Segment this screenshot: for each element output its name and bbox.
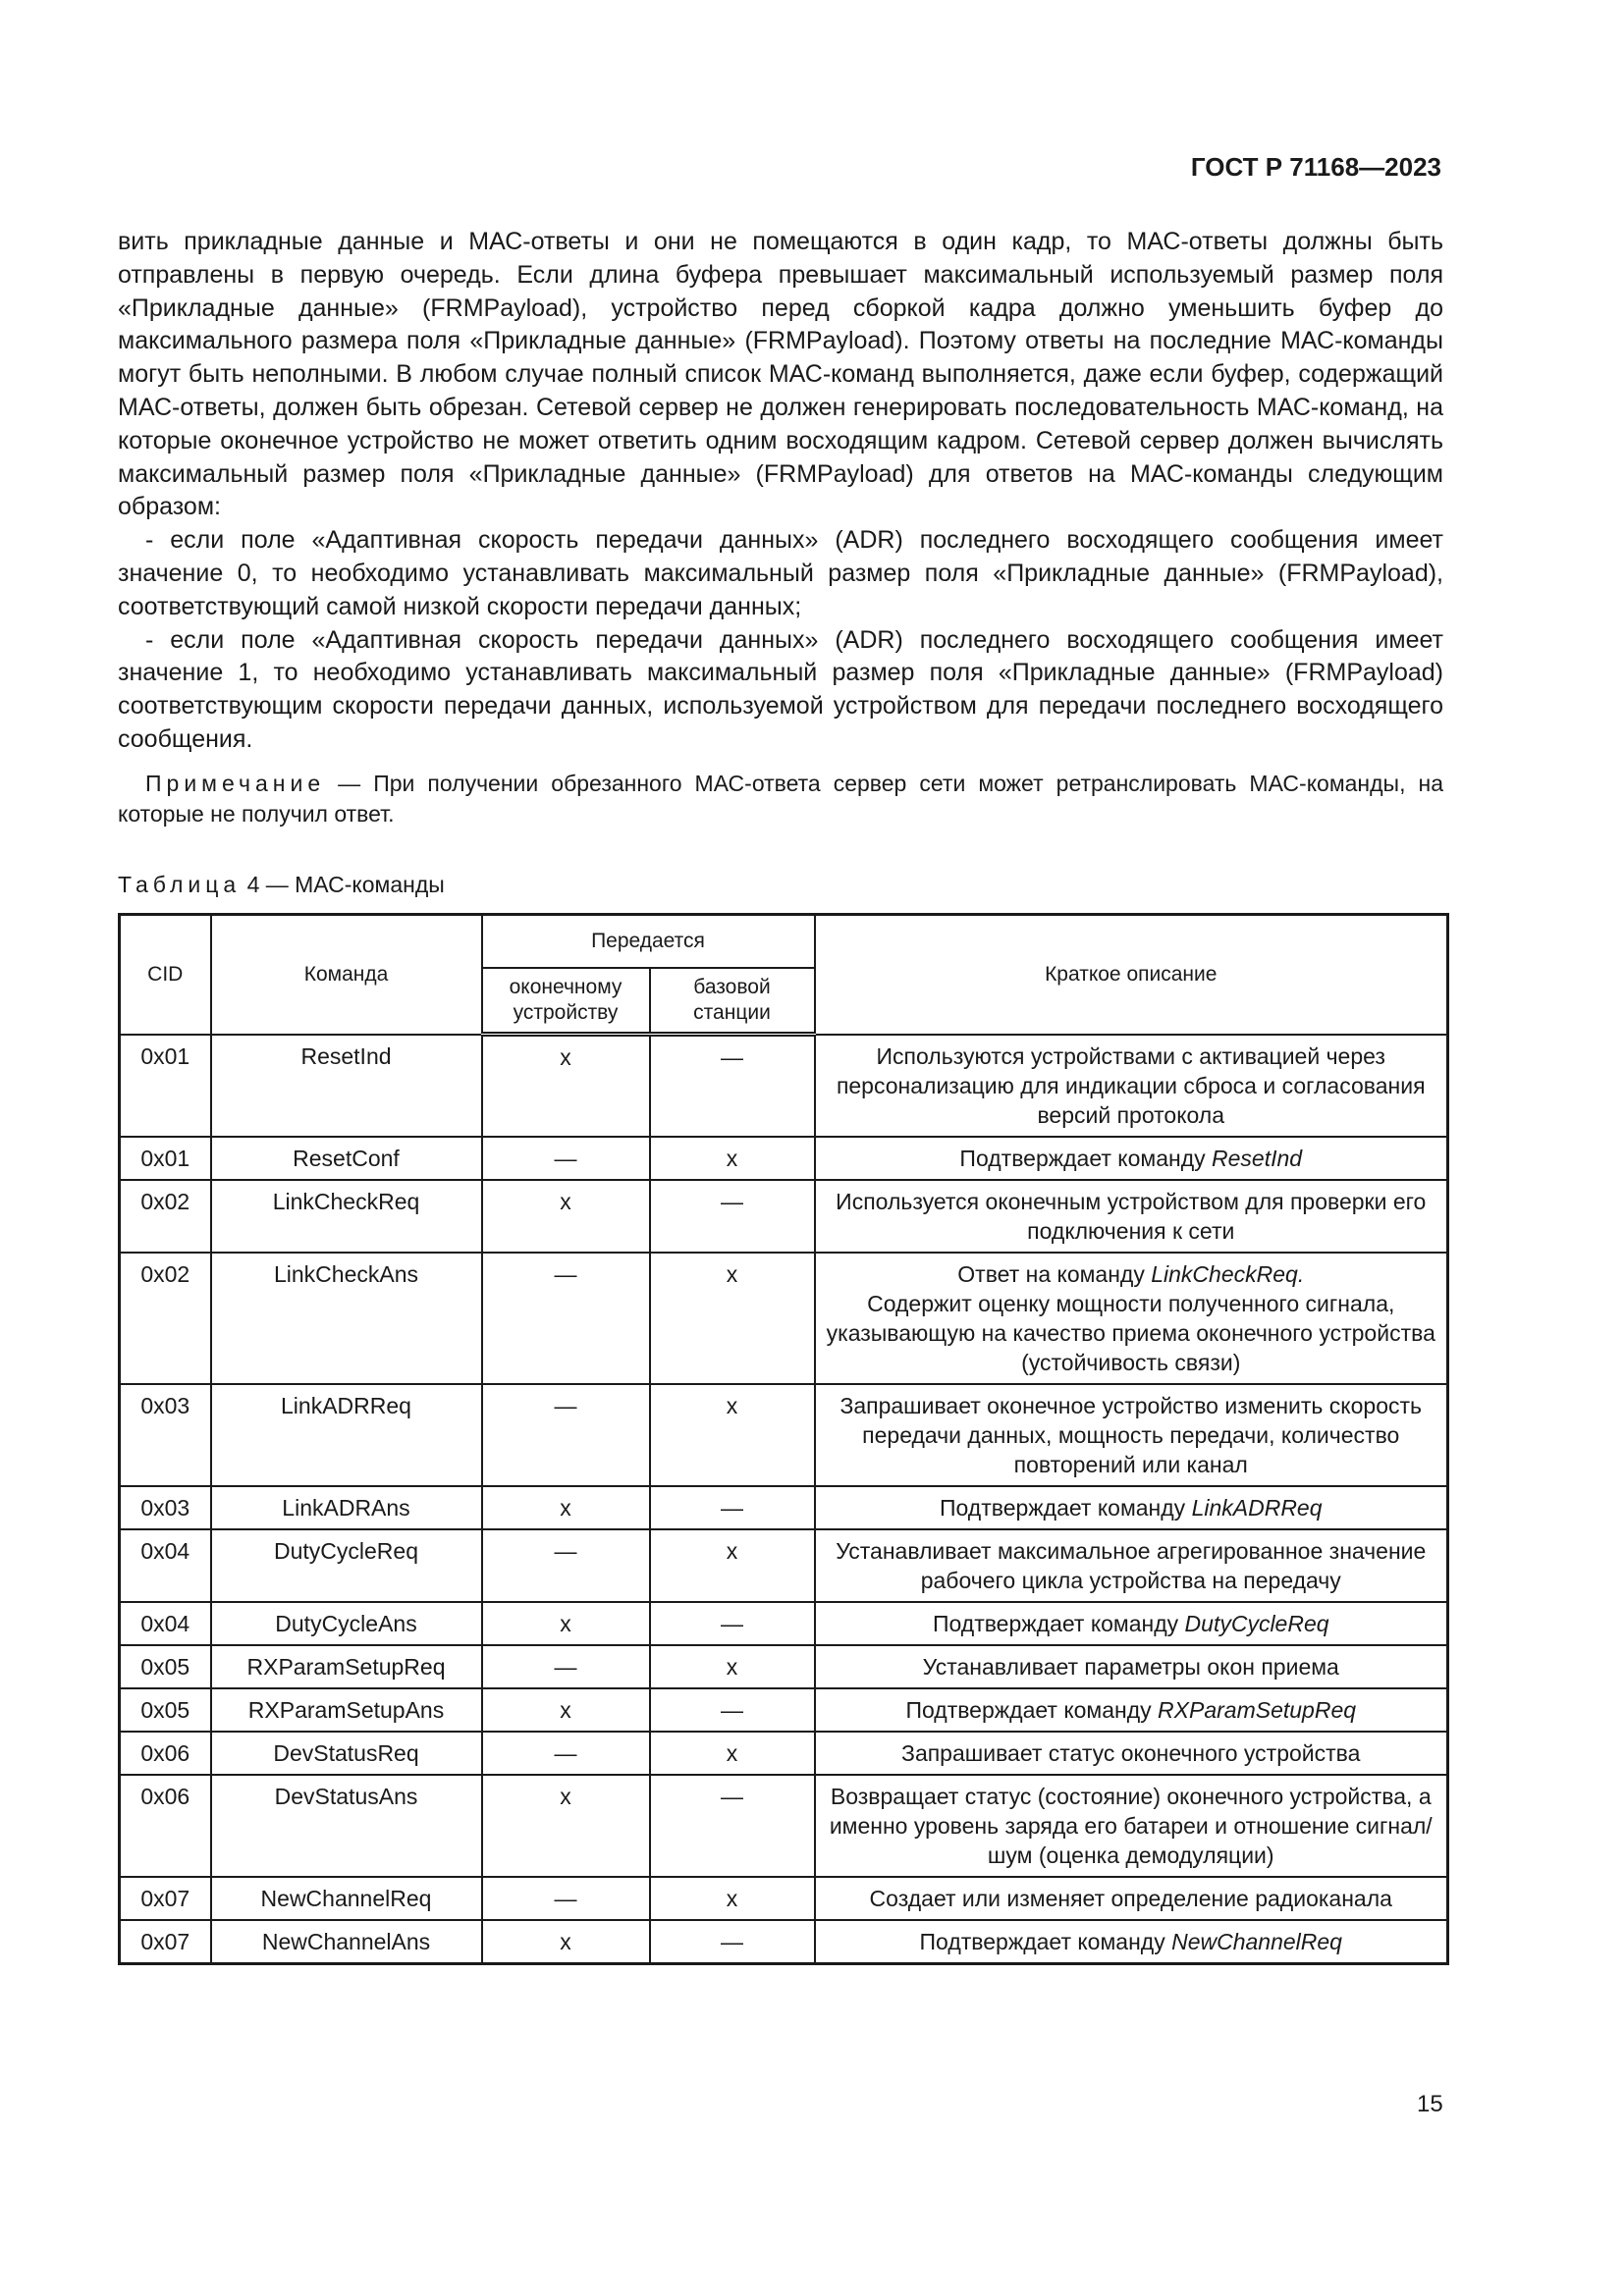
description-text: Подтверждает команду <box>905 1696 1159 1723</box>
cell-base: — <box>650 1486 815 1529</box>
description-text: Подтверждает команду <box>919 1928 1172 1954</box>
cell-base: x <box>650 1253 815 1384</box>
cell-base: — <box>650 1688 815 1732</box>
cell-cmd: RXParamSetupReq <box>211 1645 482 1688</box>
cell-cid: 0x03 <box>120 1384 211 1486</box>
cell-cmd: LinkADRReq <box>211 1384 482 1486</box>
command-reference: NewChannelReq <box>1171 1928 1342 1954</box>
cell-end: — <box>482 1253 650 1384</box>
cell-base: x <box>650 1384 815 1486</box>
cell-cid: 0x04 <box>120 1529 211 1602</box>
cell-end: x <box>482 1920 650 1964</box>
cell-description <box>815 1529 1448 1602</box>
table-row <box>120 1137 1448 1180</box>
table-row <box>120 1877 1448 1920</box>
cell-base: x <box>650 1645 815 1688</box>
cell-end: — <box>482 1529 650 1602</box>
table-row <box>120 1645 1448 1688</box>
cell-cid: 0x02 <box>120 1180 211 1253</box>
table-row <box>120 1732 1448 1775</box>
table-row <box>120 1180 1448 1253</box>
command-reference: RXParamSetupReq <box>1158 1696 1357 1723</box>
cell-end: — <box>482 1645 650 1688</box>
cell-description <box>815 1253 1448 1384</box>
header-to-base-station: базовой станции <box>650 968 815 1035</box>
note <box>118 769 1443 829</box>
description-text: Используются устройствами с активацией через персонализацию для индикации сброса и согласования версий протокола <box>836 1042 1426 1128</box>
table-caption <box>118 872 445 898</box>
table-row <box>120 1384 1448 1486</box>
cell-cid: 0x05 <box>120 1688 211 1732</box>
description-text: Содержит оценку мощности полученного сигнала, указывающую на качество приема оконечного устройства (устойчивость связи) <box>826 1290 1435 1375</box>
cell-description <box>815 1602 1448 1645</box>
cell-end: — <box>482 1732 650 1775</box>
header-command: Команда <box>211 915 482 1035</box>
paragraph: вить прикладные данные и МАС-ответы и они не помещаются в один кадр, то МАС-ответы должны быть отправлены в первую очередь. Если длина буфера превышает максимальный используемый размер поля «Прикладные данные» (FRMPayload), устройство перед сборкой кадра должно уменьшить буфер до максимального размера поля «Прикладные данные» (FRMPayload). Поэтому ответы на последние МАС-команды могут быть неполными. В любом случае полный список МАС-команд выполняется, даже если буфер, содержащий МАС-ответы, должен быть обрезан. Сетевой сервер не должен генерировать последовательность МАС-команд, на которые оконечное устройство не может ответить одним восходящим кадром. Сетевой сервер должен вычислять максимальный размер поля «Прикладные данные» (FRMPayload) для ответов на МАС-команды следующим образом: <box>118 228 1443 521</box>
description-text: Подтверждает команду <box>932 1610 1185 1636</box>
paragraph: - если поле «Адаптивная скорость передачи данных» (ADR) последнего восходящего сообщения имеет значение 1, то необходимо устанавливать максимальный размер поля «Прикладные данные» (FRMPayload) соответствующим скорости передачи данных, используемой устройством для передачи последнего восходящего сообщения. <box>118 625 1443 753</box>
cell-base: x <box>650 1137 815 1180</box>
cell-base: — <box>650 1602 815 1645</box>
cell-end: x <box>482 1486 650 1529</box>
header-cid: CID <box>120 915 211 1035</box>
cell-end: x <box>482 1180 650 1253</box>
cell-cmd: NewChannelReq <box>211 1877 482 1920</box>
cell-cmd: DevStatusReq <box>211 1732 482 1775</box>
cell-description <box>815 1486 1448 1529</box>
document-header: ГОСТ Р 71168—2023 <box>1190 152 1441 182</box>
description-text: Устанавливает параметры окон приема <box>922 1653 1339 1680</box>
page-number: 15 <box>1417 2091 1443 2117</box>
caption-text: 4 — МАС-команды <box>241 872 445 897</box>
cell-base: — <box>650 1775 815 1877</box>
command-reference: ResetInd <box>1212 1145 1303 1171</box>
body-text <box>118 226 1443 829</box>
cell-cid: 0x04 <box>120 1602 211 1645</box>
description-text: Возвращает статус (состояние) оконечного устройства, а именно уровень заряда его батареи и отношение сигнал/шум (оценка демодуляции) <box>829 1783 1433 1868</box>
table-row <box>120 1486 1448 1529</box>
cell-base: x <box>650 1529 815 1602</box>
cell-base: x <box>650 1877 815 1920</box>
cell-cid: 0x06 <box>120 1775 211 1877</box>
cell-end: — <box>482 1877 650 1920</box>
cell-description <box>815 1775 1448 1877</box>
cell-end: x <box>482 1775 650 1877</box>
description-text: Устанавливает максимальное агрегированное значение рабочего цикла устройства на передачу <box>836 1537 1427 1593</box>
description-text: Запрашивает статус оконечного устройства <box>901 1739 1361 1766</box>
note-text: — При получении обрезанного МАС-ответа сервер сети может ретранслировать МАС-команды, на которые не получил ответ. <box>118 770 1443 827</box>
cell-base: x <box>650 1732 815 1775</box>
cell-cmd: DutyCycleReq <box>211 1529 482 1602</box>
cell-description <box>815 1645 1448 1688</box>
cell-cmd: LinkCheckAns <box>211 1253 482 1384</box>
cell-cmd: DevStatusAns <box>211 1775 482 1877</box>
cell-cmd: LinkADRAns <box>211 1486 482 1529</box>
cell-cid: 0x07 <box>120 1877 211 1920</box>
table-row <box>120 1920 1448 1964</box>
cell-cmd: ResetConf <box>211 1137 482 1180</box>
cell-end: — <box>482 1384 650 1486</box>
caption-label: Таблица <box>118 872 242 897</box>
cell-cmd: DutyCycleAns <box>211 1602 482 1645</box>
cell-cmd: ResetInd <box>211 1035 482 1137</box>
table-row <box>120 1775 1448 1877</box>
note-label: Примечание <box>145 770 326 796</box>
description-text: Запрашивает оконечное устройство изменить скорость передачи данных, мощность передачи, количество повторений или канал <box>839 1392 1423 1477</box>
table-row <box>120 1688 1448 1732</box>
cell-cid: 0x02 <box>120 1253 211 1384</box>
cell-base: — <box>650 1180 815 1253</box>
cell-description <box>815 1688 1448 1732</box>
cell-description <box>815 1384 1448 1486</box>
cell-end: x <box>482 1035 650 1137</box>
header-to-end-device: оконечному устройству <box>482 968 650 1035</box>
cell-base: — <box>650 1920 815 1964</box>
cell-description <box>815 1732 1448 1775</box>
description-text: Подтверждает команду <box>939 1494 1192 1521</box>
cell-end: — <box>482 1137 650 1180</box>
cell-cid: 0x05 <box>120 1645 211 1688</box>
command-reference: LinkCheckReq. <box>1151 1260 1305 1287</box>
cell-end: x <box>482 1688 650 1732</box>
mac-commands-table <box>118 913 1449 1965</box>
table-row <box>120 1035 1448 1137</box>
cell-cmd: NewChannelAns <box>211 1920 482 1964</box>
table-row <box>120 1253 1448 1384</box>
description-text: Подтверждает команду <box>959 1145 1213 1171</box>
command-reference: DutyCycleReq <box>1184 1610 1329 1636</box>
cell-cid: 0x07 <box>120 1920 211 1964</box>
header-transmitted: Передается <box>482 915 815 969</box>
cell-cid: 0x06 <box>120 1732 211 1775</box>
description-text: Создает или изменяет определение радиоканала <box>869 1885 1392 1911</box>
description-text: Ответ на команду <box>957 1260 1152 1287</box>
cell-description <box>815 1877 1448 1920</box>
description-text: Используется оконечным устройством для проверки его подключения к сети <box>836 1188 1427 1244</box>
cell-cid: 0x01 <box>120 1035 211 1137</box>
command-reference: LinkADRReq <box>1191 1494 1323 1521</box>
header-description: Краткое описание <box>815 915 1448 1035</box>
cell-base: — <box>650 1035 815 1137</box>
table-row <box>120 1529 1448 1602</box>
cell-description <box>815 1920 1448 1964</box>
cell-cmd: RXParamSetupAns <box>211 1688 482 1732</box>
cell-description <box>815 1180 1448 1253</box>
cell-end: x <box>482 1602 650 1645</box>
table-row <box>120 1602 1448 1645</box>
cell-description <box>815 1137 1448 1180</box>
cell-cid: 0x01 <box>120 1137 211 1180</box>
paragraph: - если поле «Адаптивная скорость передачи данных» (ADR) последнего восходящего сообщения имеет значение 0, то необходимо устанавливать максимальный размер поля «Прикладные данные» (FRMPayload), соответствующий самой низкой скорости передачи данных; <box>118 526 1443 620</box>
cell-cid: 0x03 <box>120 1486 211 1529</box>
cell-cmd: LinkCheckReq <box>211 1180 482 1253</box>
cell-description <box>815 1035 1448 1137</box>
